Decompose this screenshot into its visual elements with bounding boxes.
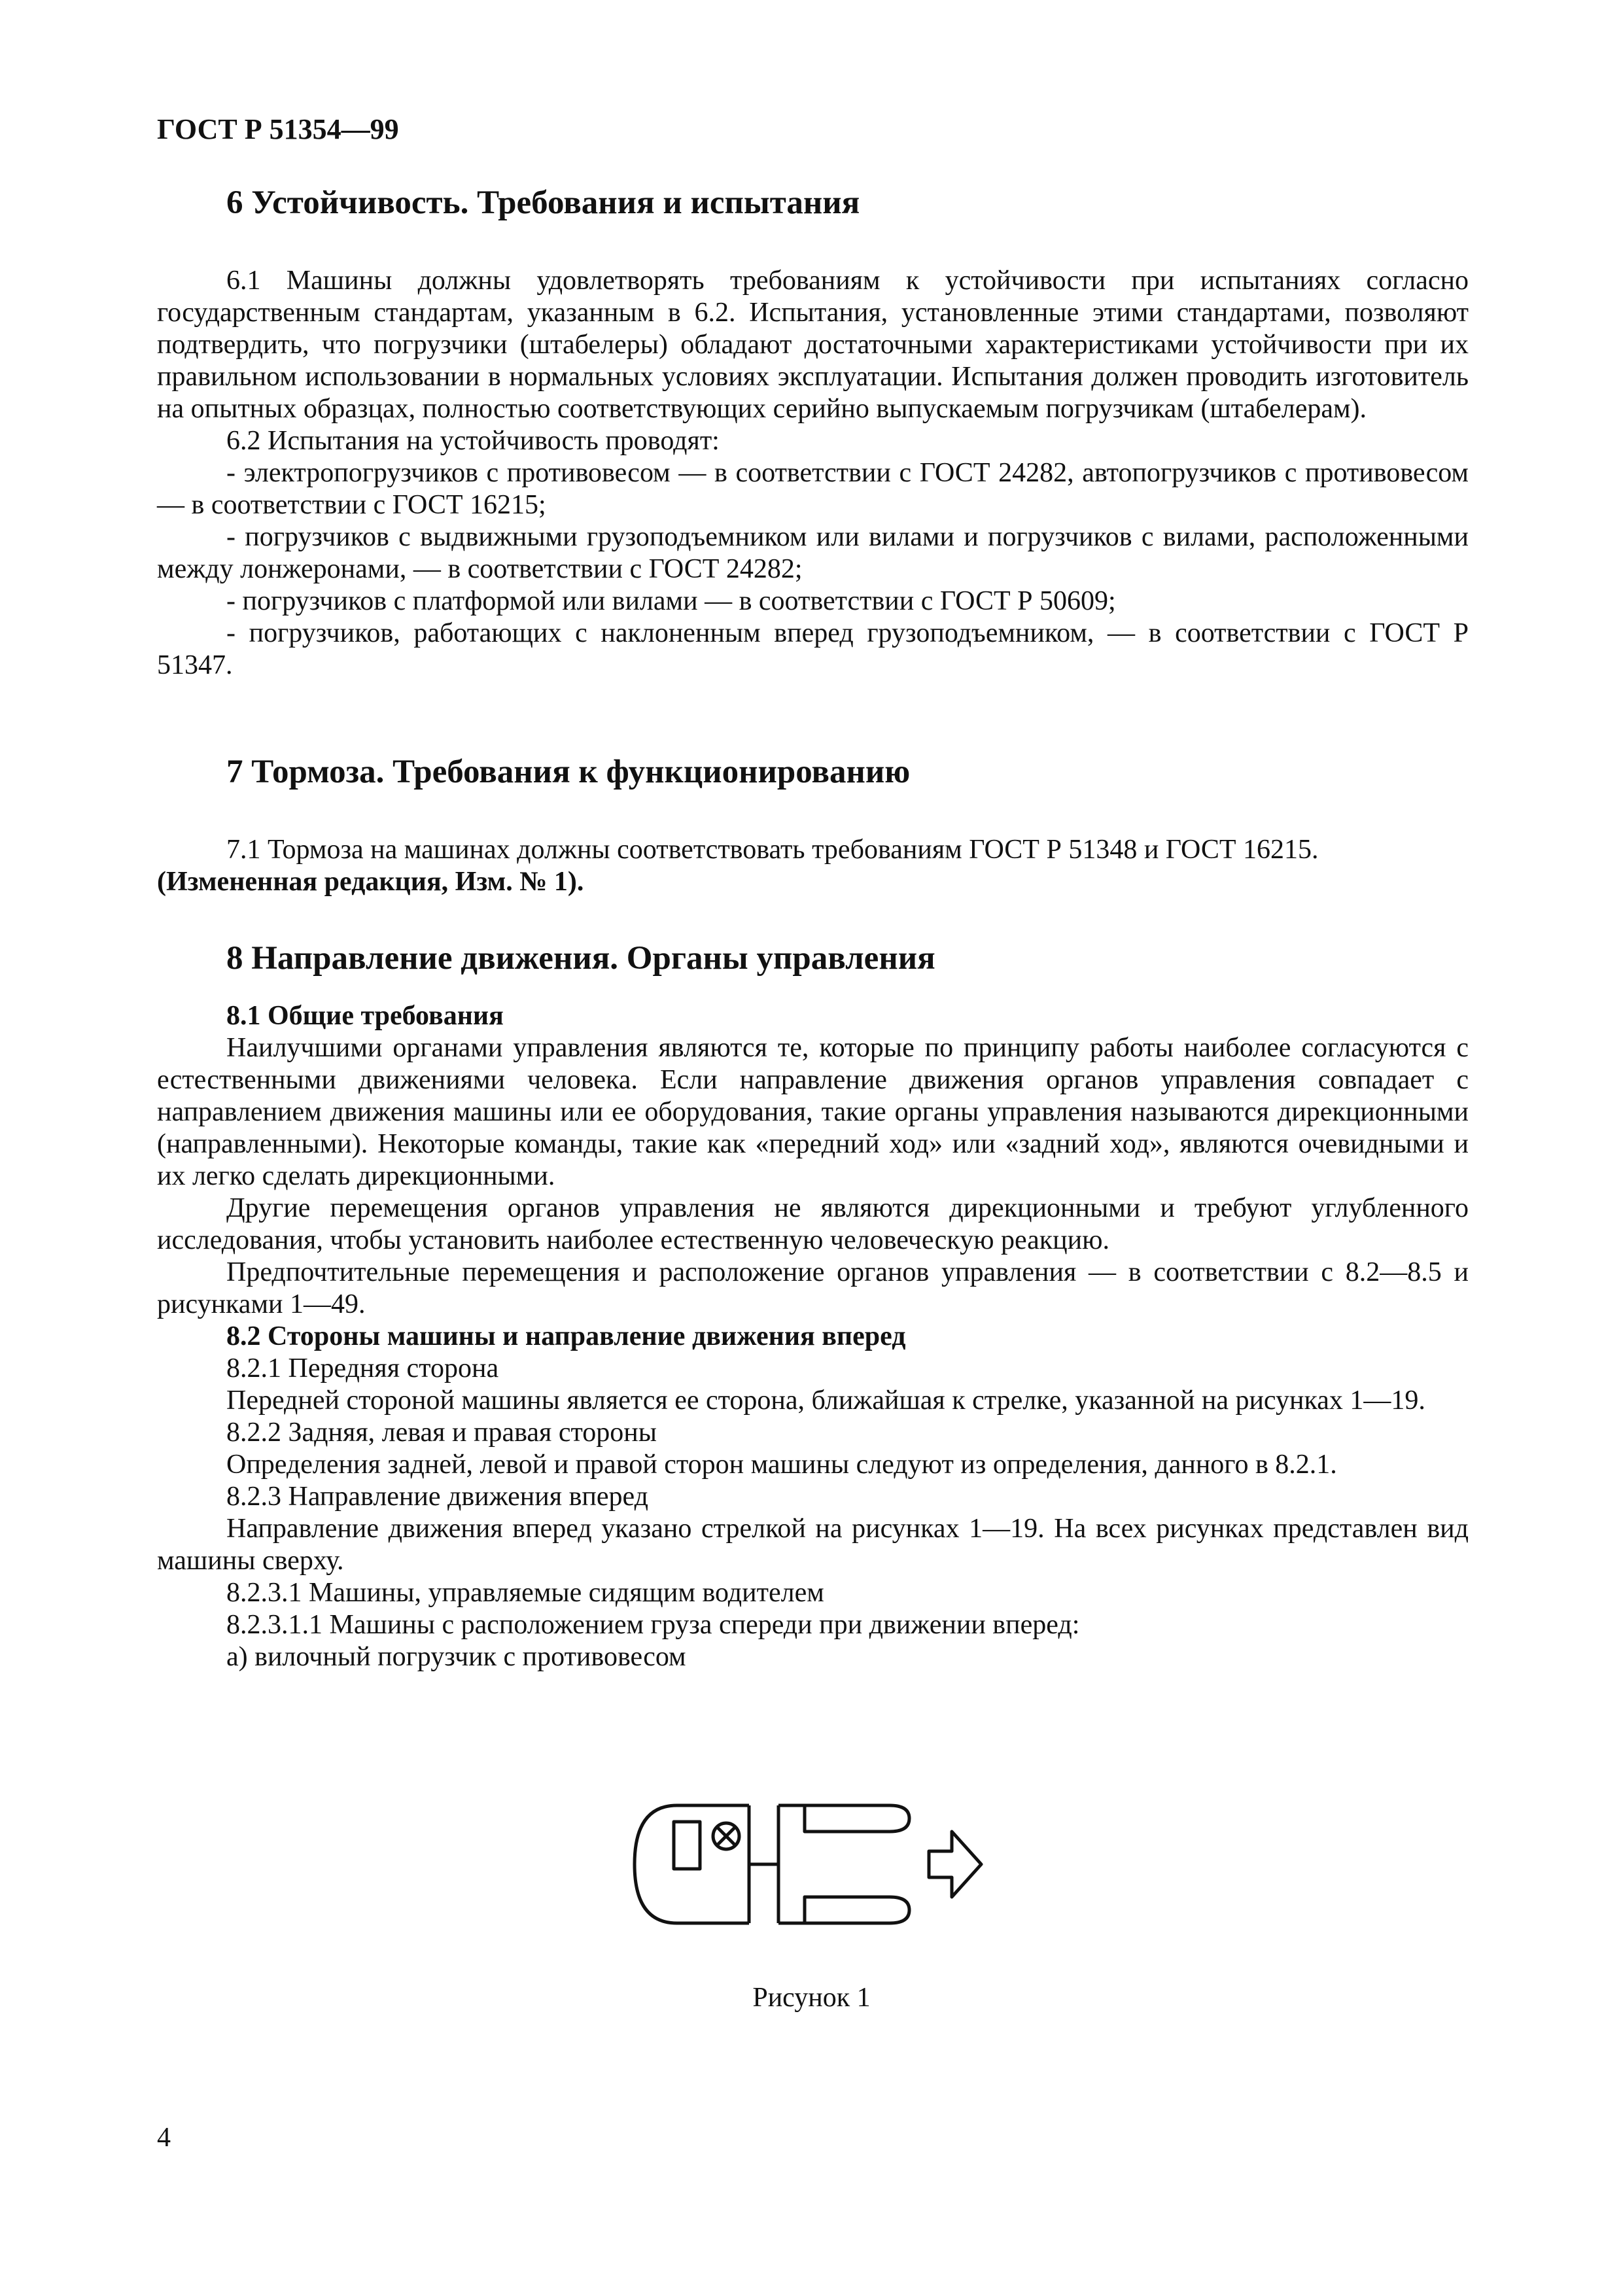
list-item: - электропогрузчиков с противовесом — в соответствии с ГОСТ 24282, автопогрузчиков с противовесом — в соответствии с ГОСТ 16215; <box>157 458 1469 521</box>
section-8-title: 8 Направление движения. Органы управления <box>226 940 935 977</box>
subsection-8-2-title: 8.2 Стороны машины и направление движения вперед <box>226 1321 906 1351</box>
section-6-title: 6 Устойчивость. Требования и испытания <box>226 184 860 221</box>
paragraph-6-1: 6.1 Машины должны удовлетворять требованиям к устойчивости при испытаниях согласно государственным стандартам, указанным в 6.2. Испытания, установленные этими стандартами, позволяют подтвердить, что погрузчики (штабелеры) обладают достаточными характеристиками устойчивости при их правильном использовании в нормальных условиях эксплуатации. Испытания должен проводить изготовитель на опытных образцах, полностью соответствующих серийно выпускаемым погрузчикам (штабелерам). <box>157 266 1469 425</box>
subsection-8-2-3-1-1-title: 8.2.3.1.1 Машины с расположением груза спереди при движении вперед: <box>226 1609 1080 1640</box>
paragraph-8-1-b: Другие перемещения органов управления не являются дирекционными и требуют углубленного исследования, чтобы установить наиболее естественную человеческую реакцию. <box>157 1192 1469 1255</box>
forklift-diagram <box>621 1789 1001 1939</box>
paragraph-8-1-a: Наилучшими органами управления являются те, которые по принципу работы наиболее согласуются с естественными движениями человека. Если направление движения органов управления совпадает с направлением движения машины или ее оборудования, такие органы управления называются дирекционными (направленными). Некоторые команды, такие как «передний ход» или «задний ход», являются очевидными и их легко сделать дирекционными. <box>157 1032 1469 1191</box>
subsection-8-1-title: 8.1 Общие требования <box>226 1000 504 1031</box>
list-item-a: а) вилочный погрузчик с противовесом <box>226 1641 686 1672</box>
subsection-8-2-3-title: 8.2.3 Направление движения вперед <box>226 1481 648 1512</box>
section-7-title: 7 Тормоза. Требования к функционированию <box>226 754 911 791</box>
list-item: - погрузчиков с платформой или вилами — в соответствии с ГОСТ Р 50609; <box>226 586 1116 617</box>
paragraph-8-1-c: Предпочтительные перемещения и расположение органов управления — в соответствии с 8.2—8.5 и рисунками 1—49. <box>157 1257 1469 1319</box>
paragraph-7-1: 7.1 Тормоза на машинах должны соответствовать требованиям ГОСТ Р 51348 и ГОСТ 16215. <box>226 835 1319 865</box>
paragraph-6-2: 6.2 Испытания на устойчивость проводят: <box>226 426 720 457</box>
subsection-8-2-1-title: 8.2.1 Передняя сторона <box>226 1353 499 1383</box>
seat-symbol <box>674 1822 700 1869</box>
figure-caption: Рисунок 1 <box>752 1983 871 2013</box>
paragraph-8-2-2: Определения задней, левой и правой сторон машины следуют из определения, данного в 8.2.1. <box>226 1449 1337 1480</box>
subsection-8-2-2-title: 8.2.2 Задняя, левая и правая стороны <box>226 1417 657 1448</box>
fork-upper <box>778 1805 909 1832</box>
list-item: - погрузчиков, работающих с наклоненным вперед грузоподъемником, — в соответствии с ГОСТ Р 51347. <box>157 618 1469 681</box>
direction-arrow-icon <box>929 1832 981 1897</box>
paragraph-8-2-3: Направление движения вперед указано стрелкой на рисунках 1—19. На всех рисунках представлен вид машины сверху. <box>157 1513 1469 1576</box>
page-number: 4 <box>157 2123 171 2153</box>
paragraph-8-2-1: Передней стороной машины является ее сторона, ближайшая к стрелке, указанной на рисунках 1—19. <box>226 1385 1425 1416</box>
subsection-8-2-3-1-title: 8.2.3.1 Машины, управляемые сидящим водителем <box>226 1577 824 1608</box>
list-item: - погрузчиков с выдвижными грузоподъемником или вилами и погрузчиков с вилами, расположенными между лонжеронами, — в соответствии с ГОСТ 24282; <box>157 522 1469 585</box>
fork-lower <box>778 1897 909 1923</box>
document-header: ГОСТ Р 51354—99 <box>157 113 399 145</box>
document-body <box>157 183 1469 1673</box>
amendment-note: (Измененная редакция, Изм. № 1). <box>157 867 584 897</box>
